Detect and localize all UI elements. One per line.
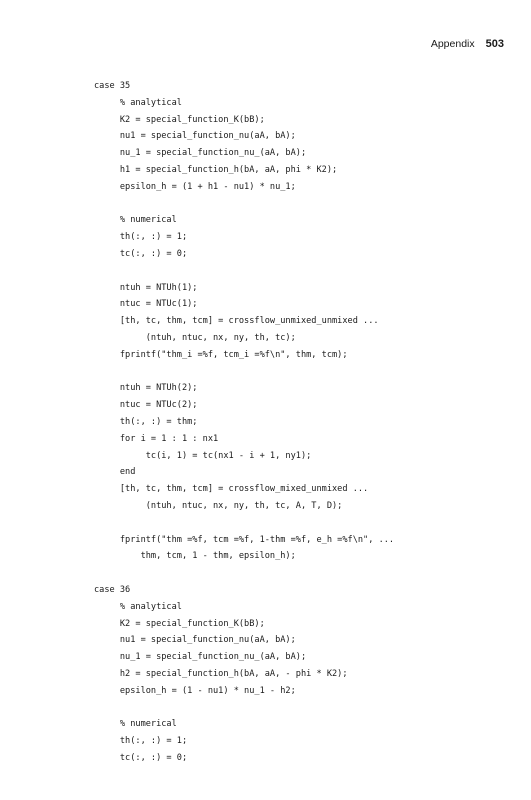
code-line: ntuh = NTUh(2); — [94, 383, 198, 394]
code-line: epsilon_h = (1 + h1 - nu1) * nu_1; — [94, 181, 296, 192]
page-number: 503 — [485, 38, 504, 50]
code-line: h1 = special_function_h(bA, aA, phi * K2); — [94, 164, 338, 175]
code-line: case 36 — [94, 584, 131, 595]
code-listing — [94, 78, 514, 767]
code-line: epsilon_h = (1 - nu1) * nu_1 - h2; — [94, 685, 296, 696]
code-line: tc(:, :) = 0; — [94, 752, 188, 763]
code-line: [th, tc, thm, tcm] = crossflow_unmixed_unmixed ... — [94, 316, 379, 327]
code-line: nu1 = special_function_nu(aA, bA); — [94, 635, 296, 646]
code-line: nu1 = special_function_nu(aA, bA); — [94, 131, 296, 142]
code-line: ntuc = NTUc(1); — [94, 299, 198, 310]
code-line: K2 = special_function_K(bB); — [94, 114, 265, 125]
code-line: [th, tc, thm, tcm] = crossflow_mixed_unmixed ... — [94, 484, 369, 495]
page-header — [431, 38, 504, 50]
code-line: th(:, :) = thm; — [94, 416, 198, 427]
code-line: % analytical — [94, 97, 182, 108]
code-line: th(:, :) = 1; — [94, 736, 188, 747]
code-line: case 35 — [94, 81, 131, 91]
code-line: ntuh = NTUh(1); — [94, 282, 198, 293]
code-line: ntuc = NTUc(2); — [94, 400, 198, 411]
code-line — [94, 565, 514, 582]
running-header-section: Appendix — [430, 38, 475, 50]
code-line: % numerical — [94, 719, 177, 730]
code-line: nu_1 = special_function_nu_(aA, bA); — [94, 652, 307, 663]
code-line: (ntuh, ntuc, nx, ny, th, tc); — [94, 332, 296, 343]
code-line: tc(i, 1) = tc(nx1 - i + 1, ny1); — [94, 450, 312, 461]
code-line: K2 = special_function_K(bB); — [94, 618, 265, 629]
code-line: for i = 1 : 1 : nx1 — [94, 433, 219, 444]
code-line: thm, tcm, 1 - thm, epsilon_h); — [94, 551, 296, 562]
code-line: fprintf("thm =%f, tcm =%f, 1-thm =%f, e_h =%f\n", ... — [94, 534, 395, 545]
code-line: % analytical — [94, 601, 182, 612]
code-line — [94, 699, 514, 716]
code-line: fprintf("thm_i =%f, tcm_i =%f\n", thm, tcm); — [94, 349, 348, 360]
code-line: tc(:, :) = 0; — [94, 248, 188, 259]
code-line: (ntuh, ntuc, nx, ny, th, tc, A, T, D); — [94, 500, 343, 511]
code-line: end — [94, 467, 136, 478]
code-line: % numerical — [94, 215, 177, 226]
code-line — [94, 196, 514, 213]
code-line: th(:, :) = 1; — [94, 232, 188, 243]
code-line — [94, 364, 514, 381]
code-line: h2 = special_function_h(bA, aA, - phi * K2); — [94, 668, 348, 679]
code-line — [94, 263, 514, 280]
code-line: nu_1 = special_function_nu_(aA, bA); — [94, 148, 307, 159]
code-line — [94, 515, 514, 532]
